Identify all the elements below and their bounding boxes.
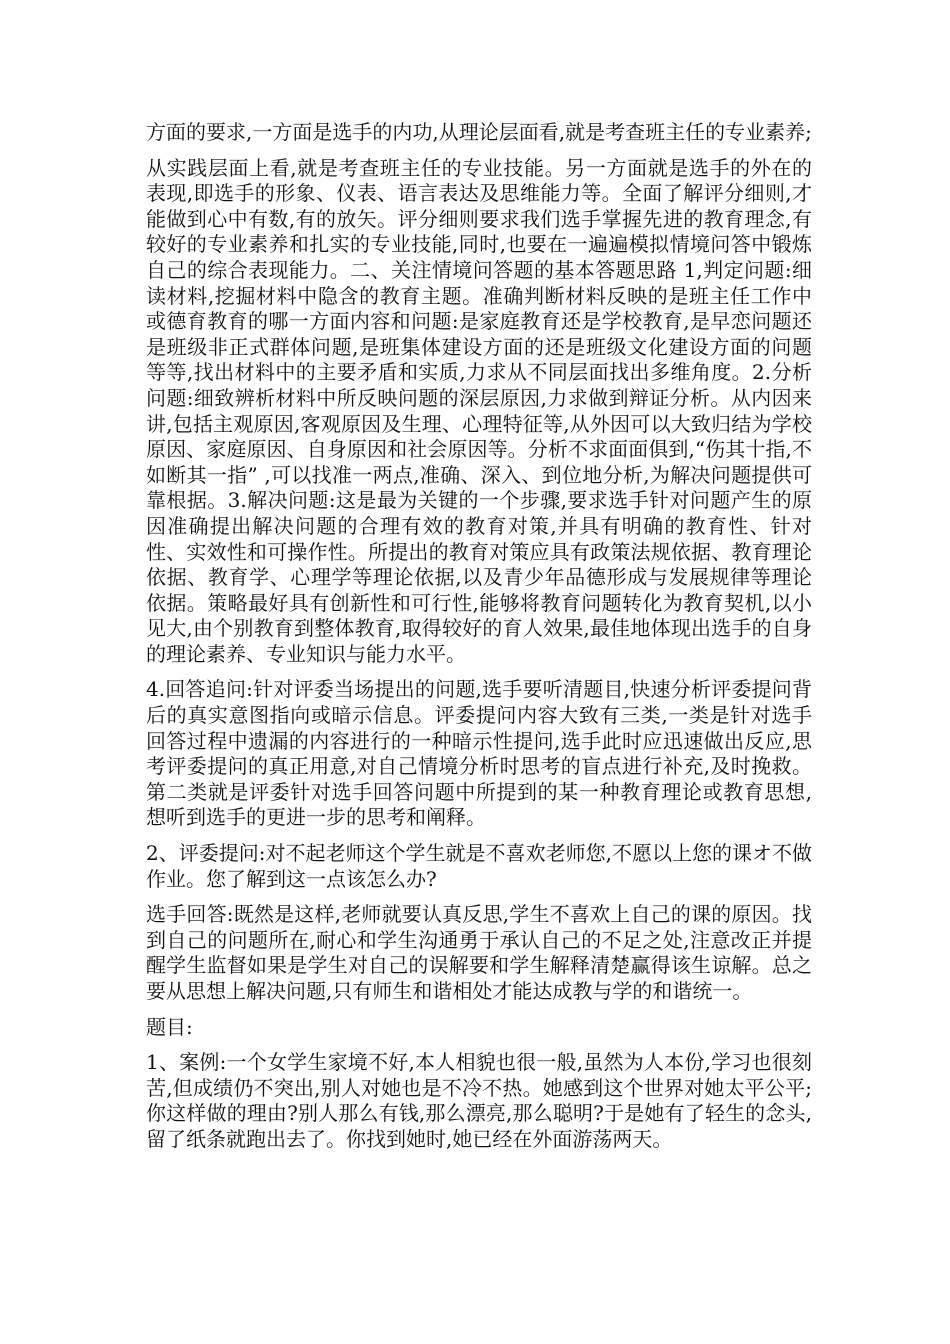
paragraph-judge-question: 2、评委提问:对不起老师这个学生就是不喜欢老师您,不愿以上您的课オ不做作业。您了解到这一点该怎么办? xyxy=(146,841,812,891)
document-body xyxy=(146,120,812,1163)
paragraph-answer-approach: 从实践层面上看,就是考查班主任的专业技能。另一方面就是选手的外在的表现,即选手的形象、仪表、语言表达及思维能力等。全面了解评分细则,才能做到心中有数,有的放矢。评分细则要求我们选手掌握先进的教育理念,有较好的专业素养和扎实的专业技能,同时,也要在一遍遍模拟情境问答中锻炼自己的综合表现能力。二、关注情境问答题的基本答题思路 1,判定问题:细读材料,挖掘材料中隐含的教育主题。准确判断材料反映的是班主任工作中或德育教育的哪一方面内容和问题:是家庭教育还是学校教育,是早恋问题还是班级非正式群体问题,是班集体建设方面的还是班级文化建设方面的问题等等,找出材料中的主要矛盾和实质,力求从不同层面找出多维角度。2.分析问题:细致辨析材料中所反映问题的深层原因,力求做到辩证分析。从内因来讲,包括主观原因,客观原因及生理、心理特征等,从外因可以大致归结为学校原因、家庭原因、自身原因和社会原因等。分析不求面面俱到,“伤其十指,不如断其一指” ,可以找准一两点,准确、深入、到位地分析,为解决问题提供可靠根据。3.解决问题:这是最为关键的一个步骤,要求选手针对问题产生的原因准确提出解决问题的合理有效的教育对策,并具有明确的教育性、针对性、实效性和可操作性。所提出的教育对策应具有政策法规依据、教育理论依据、教育学、心理学等理论依据,以及青少年品德形成与发展规律等理论依据。策略最好具有创新性和可行性,能够将教育问题转化为教育契机,以小见大,由个别教育到整体教育,取得较好的育人效果,最佳地体现出选手的自身的理论素养、专业知识与能力水平。 xyxy=(146,155,812,666)
paragraph-follow-up-questions: 4.回答追问:针对评委当场提出的问题,选手要听清题目,快速分析评委提问背后的真实意图指向或暗示信息。评委提问内容大致有三类,一类是针对选手回答过程中遗漏的内容进行的一种暗示性提问,选手此时应迅速做出反应,思考评委提问的真正用意,对自己情境分析时思考的盲点进行补充,及时挽救。第二类就是评委针对选手回答问题中所提到的某一种教育理论或教育思想,想听到选手的更进一步的思考和阐释。 xyxy=(146,677,812,830)
paragraph-contestant-answer: 选手回答:既然是这样,老师就要认真反思,学生不喜欢上自己的课的原因。找到自己的问题所在,耐心和学生沟通勇于承认自己的不足之处,注意改正并提醒学生监督如果是学生对自己的误解要和学生解释清楚赢得该生谅解。总之要从思想上解决问题,只有师生和谐相处才能达成教与学的和谐统一。 xyxy=(146,902,812,1003)
paragraph-case-one: 1、案例:一个女学生家境不好,本人相貌也很一般,虽然为人本份,学习也很刻苦,但成绩仍不突出,别人对她也是不冷不热。她感到这个世界对她太平公平;你这样做的理由?别人那么有钱,那么漂亮,那么聪明?于是她有了轻生的念头,留了纸条就跑出去了。你找到她时,她已经在外面游荡两天。 xyxy=(146,1050,812,1151)
paragraph-requirements-intro: 方面的要求,一方面是选手的内功,从理论层面看,就是考查班主任的专业素养; xyxy=(146,120,812,144)
paragraph-topic-heading: 题目: xyxy=(146,1014,193,1039)
